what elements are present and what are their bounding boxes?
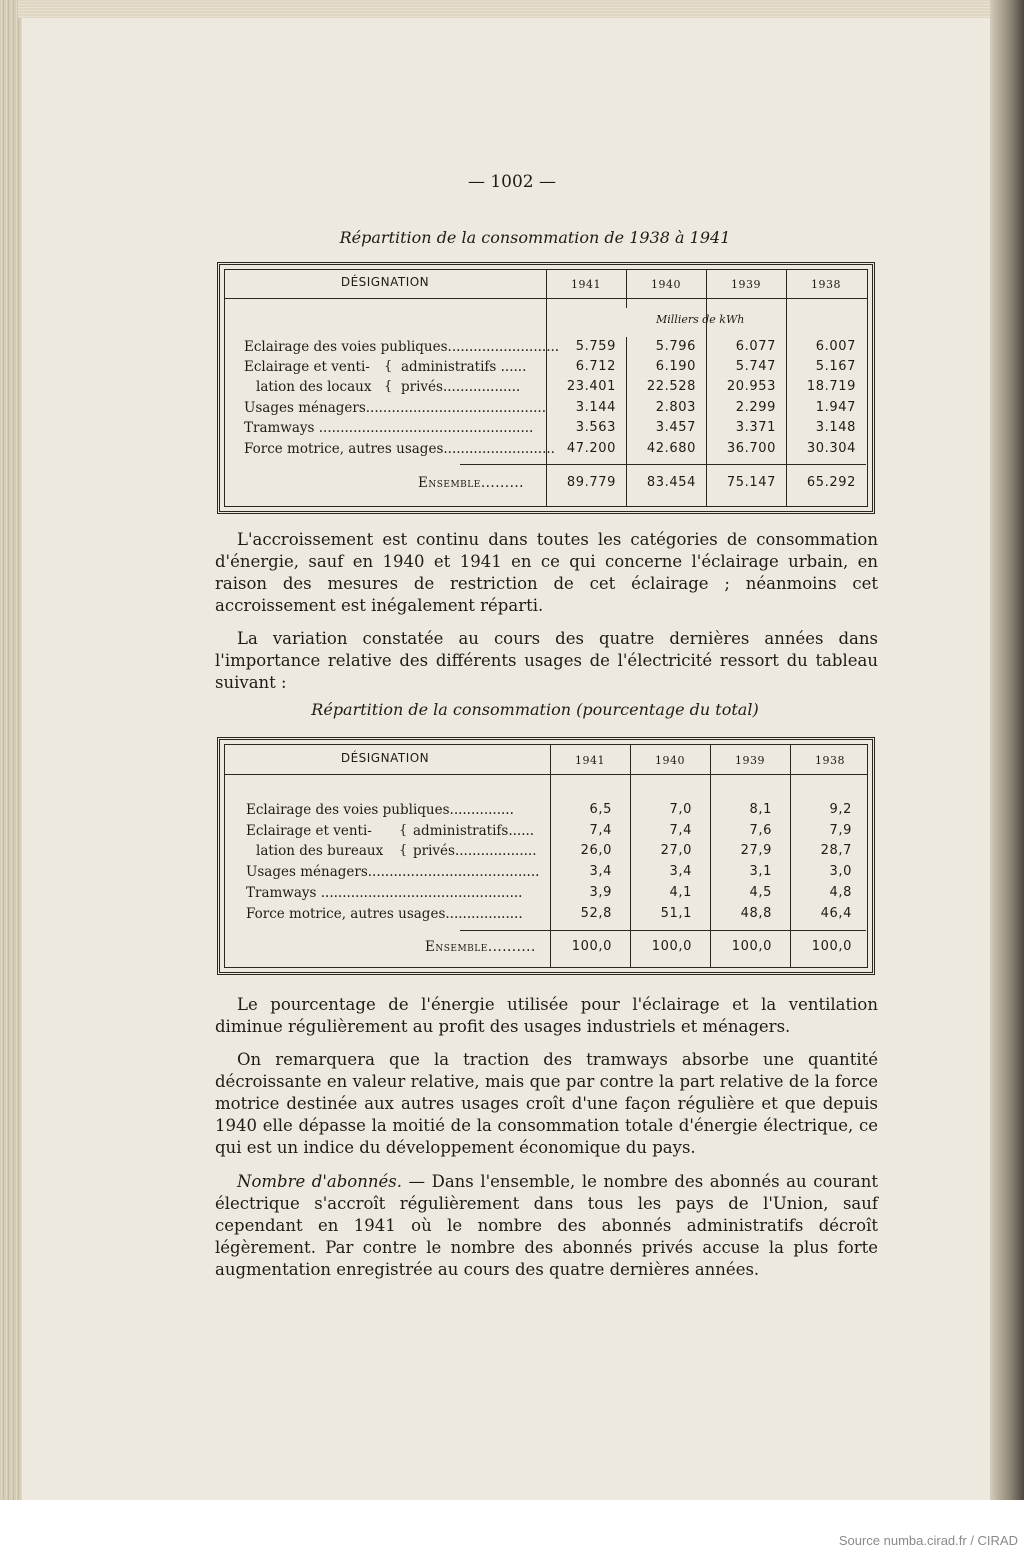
- table2-cell: 4,8: [829, 885, 852, 900]
- table2-brace: {: [399, 823, 408, 838]
- table2: [217, 737, 875, 975]
- table1-cell: 3.148: [815, 420, 856, 435]
- table1-cell: 6.712: [575, 359, 616, 374]
- footer-strip: [0, 1500, 1024, 1557]
- table1-designation-header: DÉSIGNATION: [340, 275, 430, 289]
- table1-cell: 3.144: [575, 400, 616, 415]
- table2-row-label: Eclairage des voies publiques...............: [246, 802, 514, 818]
- table1-cell: 3.371: [735, 420, 776, 435]
- table1-group-label: Eclairage et venti-: [244, 359, 370, 375]
- table1-total-rule: [460, 464, 866, 465]
- table1-cell: 18.719: [806, 379, 856, 394]
- table2-cell: 7,6: [749, 823, 772, 838]
- table1-cell: 47.200: [566, 441, 616, 456]
- table1-cell: 20.953: [726, 379, 776, 394]
- table2-cell: 4,5: [749, 885, 772, 900]
- table2-cell: 27,9: [740, 843, 772, 858]
- table1-brace: {: [384, 379, 393, 394]
- table2-group-label: lation des bureaux: [256, 843, 384, 859]
- table1-cell: 23.401: [566, 379, 616, 394]
- table1-year-header: 1938: [811, 278, 841, 291]
- table1-cell: 36.700: [726, 441, 776, 456]
- table2-row-label: Usages ménagers........................................: [246, 864, 540, 880]
- table2-total-cell: 100,0: [731, 939, 772, 954]
- table1-group-label: lation des locaux: [256, 379, 372, 395]
- table2-cell: 7,0: [669, 802, 692, 817]
- table2-year-header: 1938: [815, 754, 845, 767]
- table1-cell: 42.680: [646, 441, 696, 456]
- table2-row-label: Force motrice, autres usages..................: [246, 906, 523, 922]
- table1-caption: Répartition de la consommation de 1938 à 1941: [339, 228, 731, 247]
- paragraph-text: — Dans l'ensemble, le nombre des abonnés au courant électrique s'accroît régulièrement dans tous les pays de l'Union, sauf cependant en 1941 où le nombre des abonnés administratifs décroît légèrement. Par contre le nombre des abonnés privés accuse la plus forte augmentation enregistrée au cours des quatre dernières années.: [215, 1172, 878, 1279]
- table1-row-label: Force motrice, autres usages..........................: [244, 441, 555, 457]
- table2-cell: 27,0: [660, 843, 692, 858]
- table2-year-header: 1940: [655, 754, 685, 767]
- table1-brace: {: [384, 359, 393, 374]
- table1-total-cell: 83.454: [646, 475, 696, 490]
- table1-row-label: Usages ménagers..........................................: [244, 400, 546, 416]
- table2-header-rule: [224, 774, 868, 775]
- table1-cell: 3.563: [575, 420, 616, 435]
- table1-cell: 2.299: [735, 400, 776, 415]
- table1-total-cell: 65.292: [806, 475, 856, 490]
- table2-cell: 48,8: [740, 906, 772, 921]
- table2-cell: 3,1: [749, 864, 772, 879]
- table1-row-label: Tramways ..................................................: [244, 420, 534, 436]
- table2-row-label: Tramways ...............................................: [246, 885, 523, 901]
- table1-year-header: 1939: [731, 278, 761, 291]
- table1-cell: 5.759: [575, 339, 616, 354]
- table1-cell: 6.190: [655, 359, 696, 374]
- table2-cell: 8,1: [749, 802, 772, 817]
- table1-cell: 6.077: [735, 339, 776, 354]
- table2-cell: 26,0: [580, 843, 612, 858]
- table1-total-cell: 89.779: [566, 475, 616, 490]
- table2-row-label: privés...................: [413, 843, 537, 859]
- table1-cell: 5.747: [735, 359, 776, 374]
- table1-year-header: 1941: [571, 278, 601, 291]
- table2-cell: 3,4: [589, 864, 612, 879]
- paragraph-nombre-abonnes: [215, 1171, 878, 1281]
- table2-cell: 3,0: [829, 864, 852, 879]
- table2-total-cell: 100,0: [811, 939, 852, 954]
- table1: [217, 262, 875, 514]
- table1-cell: 3.457: [655, 420, 696, 435]
- table1-row-label: administratifs ......: [401, 359, 527, 375]
- table2-total-rule: [460, 930, 866, 931]
- table2-cell: 28,7: [820, 843, 852, 858]
- table1-year-header: 1940: [651, 278, 681, 291]
- table2-total-label: Ensemble..........: [425, 939, 536, 955]
- table1-cell: 1.947: [815, 400, 856, 415]
- table2-cell: 3,9: [589, 885, 612, 900]
- table1-cell: 5.167: [815, 359, 856, 374]
- table1-cell: 30.304: [806, 441, 856, 456]
- table2-cell: 7,4: [669, 823, 692, 838]
- table1-unit-label: Milliers de kWh: [656, 313, 745, 326]
- table1-cell: 2.803: [655, 400, 696, 415]
- table2-designation-header: DÉSIGNATION: [340, 751, 430, 765]
- table1-row-label: Eclairage des voies publiques..........................: [244, 339, 560, 355]
- table2-row-label: administratifs......: [413, 823, 535, 839]
- table2-total-cell: 100,0: [651, 939, 692, 954]
- paragraph: On remarquera que la traction des tramways absorbe une quantité décroissante en valeur relative, mais que par contre la part relative de la force motrice destinée aux autres usages croît d'une façon régulière et que depuis 1940 elle dépasse la moitié de la consommation totale d'énergie électrique, ce qui est un indice du développement économique du pays.: [215, 1050, 878, 1157]
- table1-total-cell: 75.147: [726, 475, 776, 490]
- table2-cell: 46,4: [820, 906, 852, 921]
- table2-cell: 7,9: [829, 823, 852, 838]
- page-number: — 1002 —: [467, 172, 557, 192]
- paragraph: Le pourcentage de l'énergie utilisée pour l'éclairage et la ventilation diminue régulièrement au profit des usages industriels et ménagers.: [215, 995, 878, 1036]
- table1-cell: 6.007: [815, 339, 856, 354]
- table2-cell: 52,8: [580, 906, 612, 921]
- paragraph: La variation constatée au cours des quatre dernières années dans l'importance relative des différents usages de l'électricité ressort du tableau suivant :: [215, 629, 878, 692]
- table2-cell: 4,1: [669, 885, 692, 900]
- table2-cell: 9,2: [829, 802, 852, 817]
- paragraph: L'accroissement est continu dans toutes les catégories de consommation d'énergie, sauf en 1940 et 1941 en ce qui concerne l'éclairage urbain, en raison des mesures de restriction de cet éclairage ; néanmoins cet accroissement est inégalement réparti.: [215, 530, 878, 615]
- table2-cell: 3,4: [669, 864, 692, 879]
- table2-caption: Répartition de la consommation (pourcentage du total): [311, 700, 759, 719]
- table1-total-label: Ensemble.........: [418, 475, 524, 491]
- table2-cell: 7,4: [589, 823, 612, 838]
- table2-cell: 6,5: [589, 802, 612, 817]
- source-credit: Source numba.cirad.fr / CIRAD: [838, 1533, 1018, 1548]
- table2-brace: {: [399, 843, 408, 858]
- table2-year-header: 1941: [575, 754, 605, 767]
- page-fore-edge: [990, 0, 1024, 1500]
- page-top-edge: [18, 0, 990, 18]
- table2-cell: 51,1: [660, 906, 692, 921]
- table1-cell: 22.528: [646, 379, 696, 394]
- table2-year-header: 1939: [735, 754, 765, 767]
- paragraph-lead: Nombre d'abonnés.: [237, 1172, 402, 1191]
- table2-total-cell: 100,0: [571, 939, 612, 954]
- table1-row-label: privés..................: [401, 379, 521, 395]
- table1-cell: 5.796: [655, 339, 696, 354]
- table2-group-label: Eclairage et venti-: [246, 823, 372, 839]
